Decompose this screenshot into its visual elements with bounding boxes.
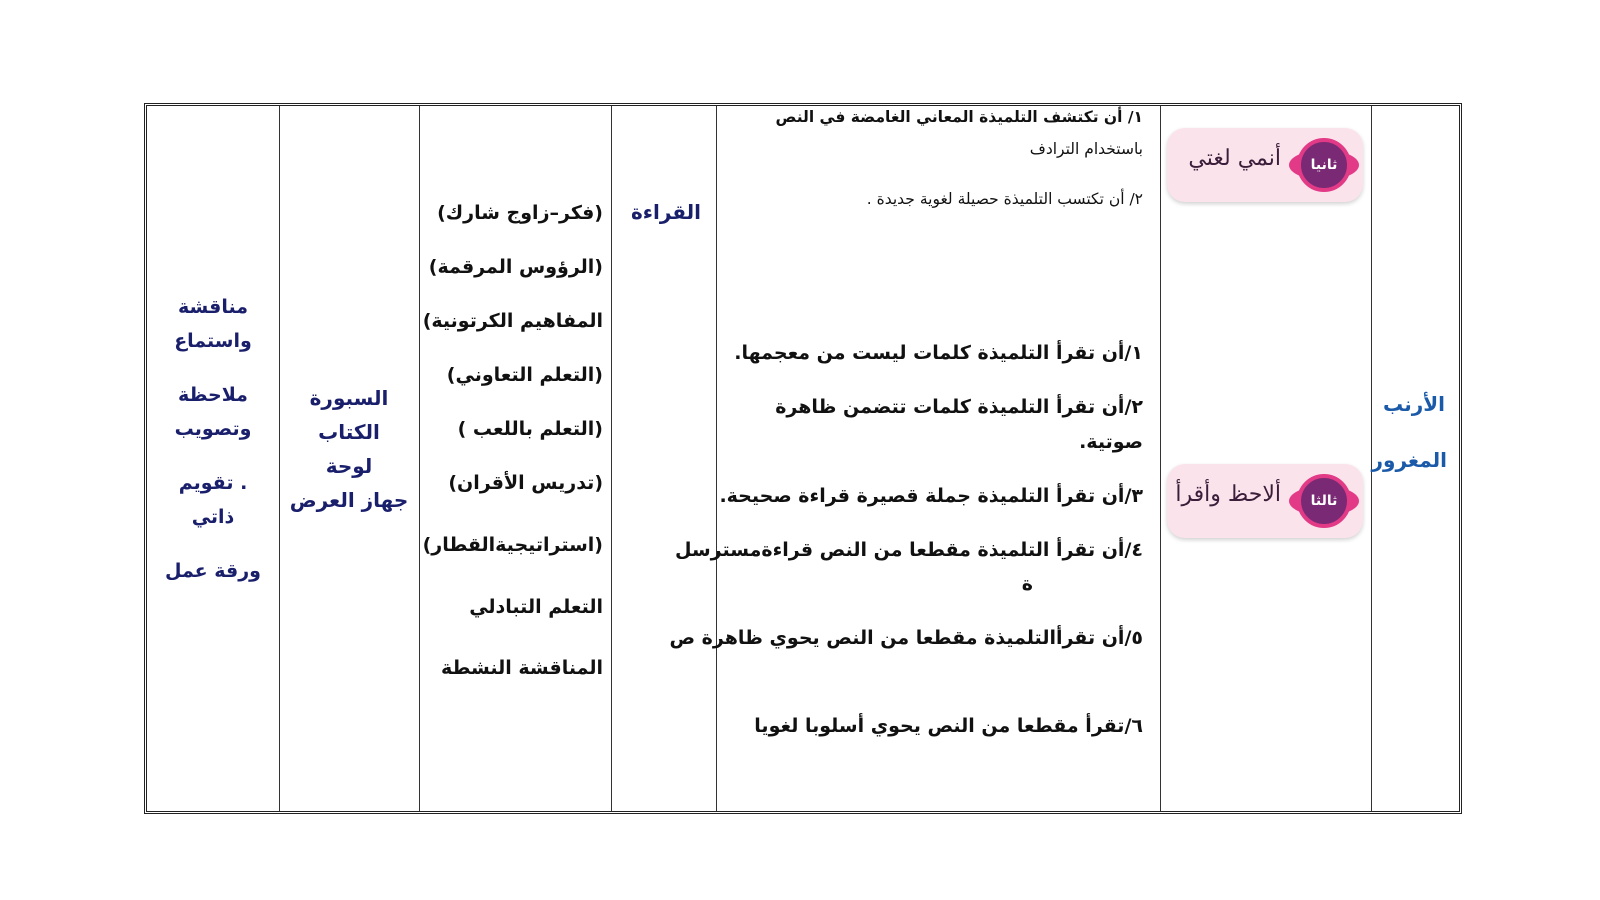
objective-reading-1: ١/أن تقرأ التلميذة كلمات ليست من معجمها. [734,342,1143,364]
objective-reading-6: ٦/تقرأ مقطعا من النص يحوي أسلوبا لغويا [754,715,1143,737]
lesson-title-line2: المغرور [1371,448,1447,472]
column-divider [611,106,612,811]
objectives-cell [669,106,1157,811]
tool-item: السبورة [309,386,389,410]
column-divider [1160,106,1161,811]
objective-reading-5: ٥/أن تقرأالتلميذة مقطعا من النص يحوي ظاهرة ص [669,627,1143,649]
strategy-item: (التعلم التعاوني) [446,364,603,386]
objective-reading-2: ٢/أن تقرأ التلميذة كلمات تتضمن ظاهرة [775,396,1143,418]
lesson-title [1371,376,1447,488]
evaluation-cell [147,290,279,588]
strategy-item: (تدريس الأقران) [448,472,603,494]
objective-reading-3: ٣/أن تقرأ التلميذة جملة قصيرة قراءة صحيحة. [719,485,1143,507]
column-divider [419,106,420,811]
strategy-item: التعلم التبادلي [469,596,603,618]
strategy-item: (التعلم باللعب ) [457,418,603,440]
evaluation-item: ذاتي [191,506,235,528]
skill-label: القراءة [630,200,702,224]
badge-label: أنمي لغتي [1188,146,1281,171]
strategy-item: (فكر–زاوج شارك) [437,202,603,224]
objective-top-2: ٢/ أن تكتسب التلميذة حصيلة لغوية جديدة . [866,190,1143,208]
tool-item: جهاز العرض [289,488,409,512]
badge-number-circle: ثانيا [1297,138,1351,192]
badge-number-circle: ثالثا [1297,474,1351,528]
evaluation-item: وتصويب [174,418,252,440]
evaluation-item: ورقة عمل [164,560,261,582]
evaluation-item: . تقويم [178,472,248,494]
evaluation-item: ملاحظة [178,384,248,406]
evaluation-item: مناقشة [178,296,248,318]
strategy-item: المفاهيم الكرتونية) [422,310,603,332]
lesson-plan-table [144,103,1462,814]
tools-cell [281,381,417,517]
objective-top-1: ١/ أن تكتشف التلميذة المعاني الغامضة في النص [775,108,1143,126]
evaluation-item: واستماع [174,330,252,352]
badge-label: ألاحظ وأقرأ [1175,482,1281,507]
column-divider [716,106,717,811]
strategy-item: المناقشة النشطة [441,657,603,679]
strategy-item: (الرؤوس المرقمة) [428,256,603,278]
lesson-title-line1: الأرنب [1383,392,1445,416]
objective-top-1-cont: باستخدام الترادف [1029,140,1143,158]
tool-item: الكتاب [318,420,380,444]
objective-reading-2-cont: صوتية. [1079,431,1143,453]
section-badge-third [1167,464,1363,538]
objective-reading-4-cont: ة [1021,573,1033,595]
tool-item: لوحة [325,454,373,478]
column-divider [279,106,280,811]
objective-reading-4: ٤/أن تقرأ التلميذة مقطعا من النص قراءةمسترسل [675,539,1143,561]
strategy-item: (استراتيجيةالقطار) [422,534,603,556]
section-badge-second [1167,128,1363,202]
